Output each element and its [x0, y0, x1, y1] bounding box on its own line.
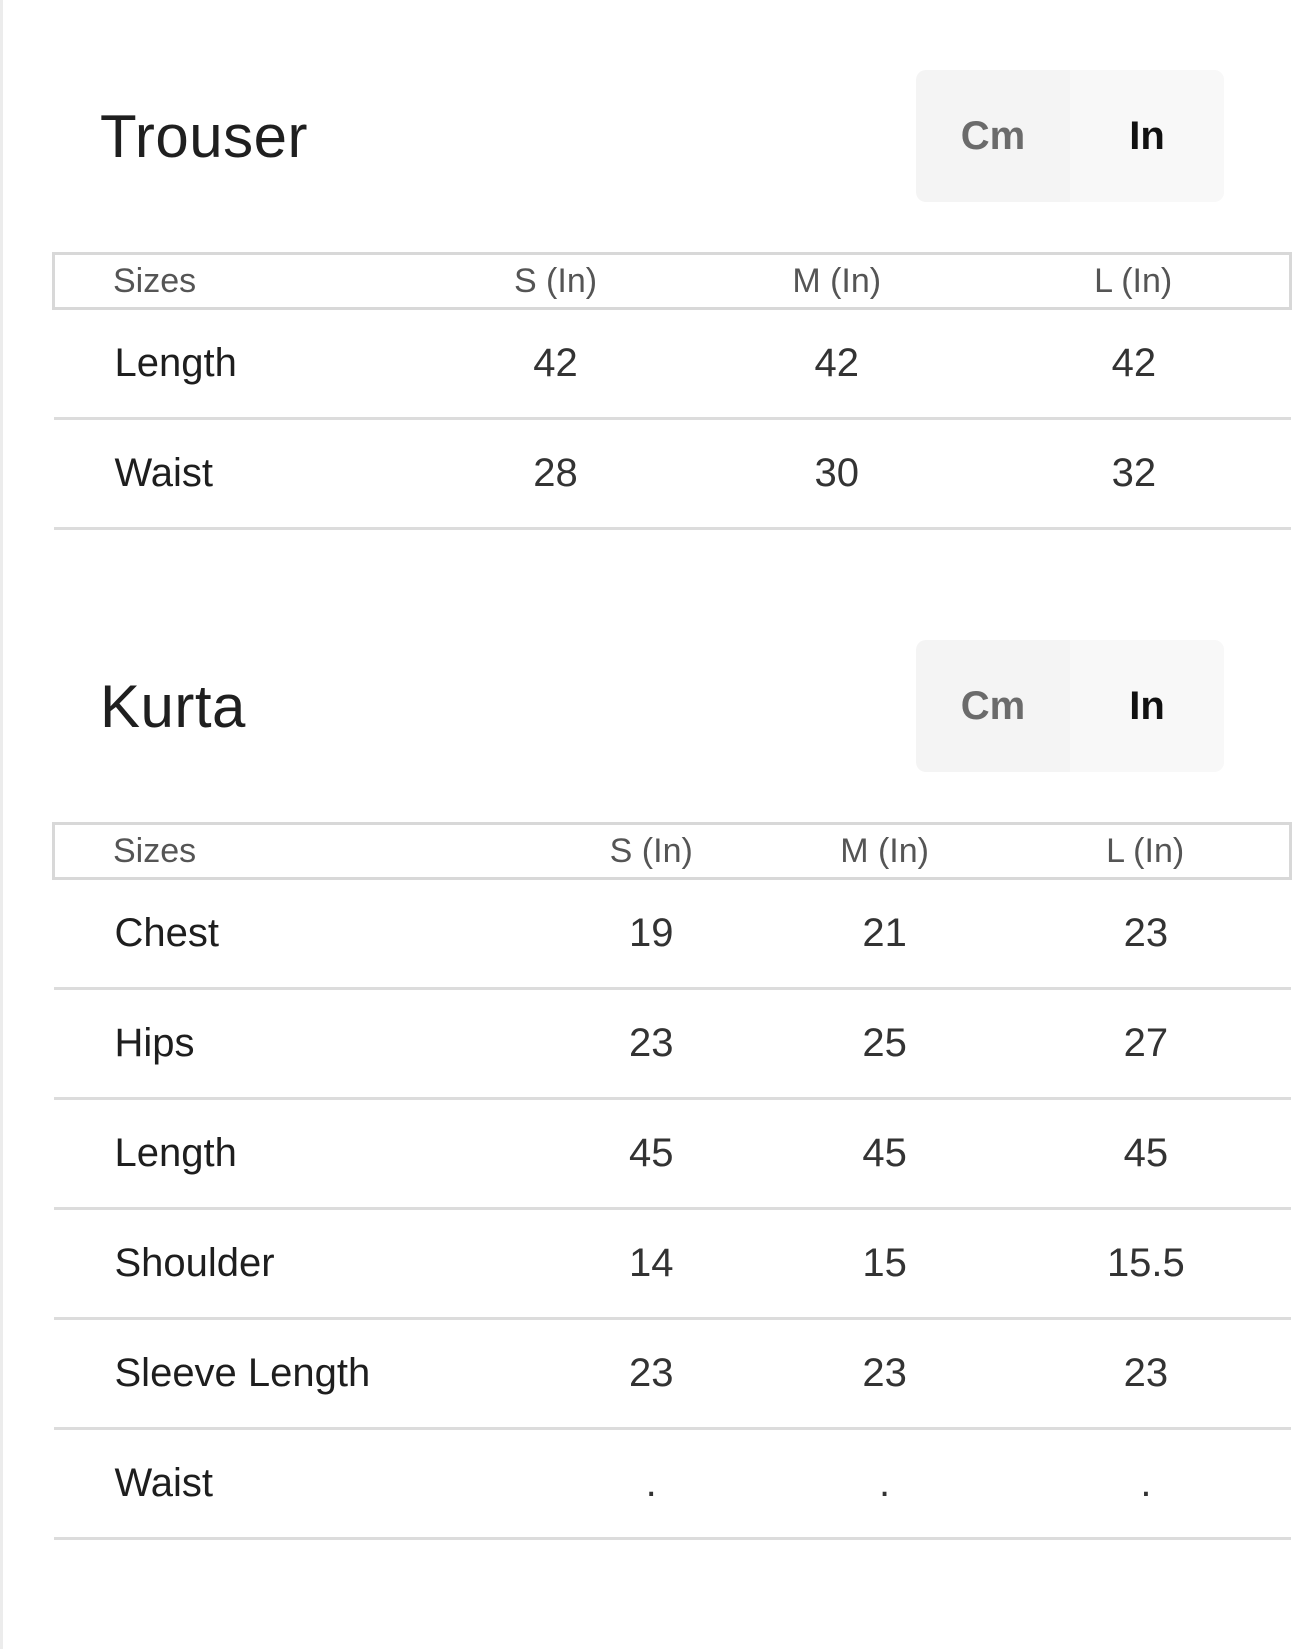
cell-s: 23: [535, 989, 768, 1099]
trouser-size-section: [0, 70, 1292, 495]
cell-l: 32: [977, 419, 1290, 529]
cell-m: 30: [696, 419, 977, 529]
kurta-unit-in-button[interactable]: In: [1070, 640, 1224, 772]
row-label: Length: [54, 309, 415, 419]
trouser-size-table: [52, 252, 1292, 530]
header-size-s: S (In): [535, 824, 768, 879]
cell-s: 19: [535, 879, 768, 989]
header-sizes: Sizes: [54, 254, 415, 309]
cell-m: 21: [768, 879, 1001, 989]
kurta-unit-toggle[interactable]: [916, 640, 1224, 772]
cell-l: 45: [1001, 1099, 1290, 1209]
trouser-title: Trouser: [100, 103, 308, 170]
kurta-header: [0, 640, 1292, 780]
table-row: [54, 419, 1291, 529]
cell-s: 45: [535, 1099, 768, 1209]
header-size-l: L (In): [1001, 824, 1290, 879]
header-sizes: Sizes: [54, 824, 535, 879]
cell-m: .: [768, 1429, 1001, 1539]
cell-m: 15: [768, 1209, 1001, 1319]
cell-l: 23: [1001, 1319, 1290, 1429]
cell-s: 42: [415, 309, 696, 419]
row-label: Sleeve Length: [54, 1319, 535, 1429]
table-row: [54, 1429, 1291, 1539]
cell-s: .: [535, 1429, 768, 1539]
table-header-row: [54, 824, 1291, 879]
table-row: [54, 309, 1291, 419]
table-row: [54, 1319, 1291, 1429]
trouser-unit-cm-button[interactable]: Cm: [960, 113, 1026, 158]
table-row: [54, 1099, 1291, 1209]
header-size-m: M (In): [696, 254, 977, 309]
cell-s: 23: [535, 1319, 768, 1429]
cell-l: .: [1001, 1429, 1290, 1539]
kurta-title: Kurta: [100, 673, 246, 740]
cell-l: 27: [1001, 989, 1290, 1099]
page-left-border: [0, 0, 3, 1649]
trouser-unit-in-button[interactable]: In: [1070, 70, 1224, 202]
cell-s: 14: [535, 1209, 768, 1319]
cell-l: 15.5: [1001, 1209, 1290, 1319]
table-row: [54, 989, 1291, 1099]
trouser-unit-toggle[interactable]: [916, 70, 1224, 202]
kurta-size-section: [0, 640, 1292, 1505]
table-header-row: [54, 254, 1291, 309]
cell-m: 25: [768, 989, 1001, 1099]
row-label: Waist: [54, 419, 415, 529]
cell-m: 23: [768, 1319, 1001, 1429]
header-size-l: L (In): [977, 254, 1290, 309]
cell-s: 28: [415, 419, 696, 529]
header-size-m: M (In): [768, 824, 1001, 879]
row-label: Chest: [54, 879, 535, 989]
row-label: Length: [54, 1099, 535, 1209]
cell-m: 42: [696, 309, 977, 419]
table-row: [54, 1209, 1291, 1319]
table-row: [54, 879, 1291, 989]
row-label: Waist: [54, 1429, 535, 1539]
cell-m: 45: [768, 1099, 1001, 1209]
cell-l: 23: [1001, 879, 1290, 989]
kurta-unit-cm-button[interactable]: Cm: [960, 683, 1026, 728]
cell-l: 42: [977, 309, 1290, 419]
header-size-s: S (In): [415, 254, 696, 309]
kurta-size-table: [52, 822, 1292, 1540]
row-label: Shoulder: [54, 1209, 535, 1319]
trouser-header: [0, 70, 1292, 210]
row-label: Hips: [54, 989, 535, 1099]
